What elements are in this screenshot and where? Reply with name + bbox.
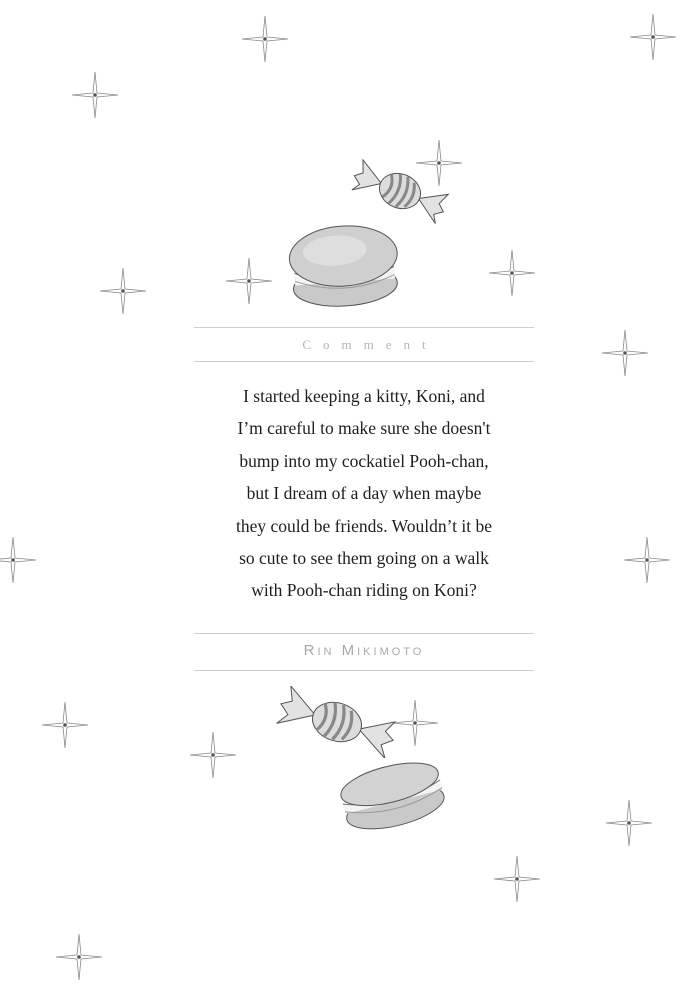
comment-line: with Pooh-chan riding on Koni? [251, 580, 477, 601]
macaron-illustration [284, 220, 404, 312]
sparkle-icon [224, 256, 274, 306]
sparkle-icon [40, 700, 90, 750]
comment-line: but I dream of a day when maybe [246, 483, 482, 504]
wrapped-candy-illustration [274, 686, 400, 758]
sparkle-icon [604, 798, 654, 848]
divider [194, 327, 534, 328]
comment-text [194, 380, 534, 607]
sparkle-icon [188, 730, 238, 780]
sparkle-icon [628, 12, 678, 62]
comment-line: I started keeping a kitty, Koni, and [243, 386, 485, 406]
comment-line: so cute to see them going on a walk [239, 548, 489, 569]
sparkle-icon [240, 14, 290, 64]
sparkle-icon [54, 932, 104, 982]
comment-line: bump into my cockatiel Pooh-chan, [239, 450, 489, 471]
macaron-illustration [334, 756, 450, 832]
sparkle-icon [487, 248, 537, 298]
section-heading: Comment [302, 337, 438, 352]
sparkle-icon [492, 854, 542, 904]
sparkle-icon [600, 328, 650, 378]
comment-line: they could be friends. Wouldn’t it be [235, 515, 493, 536]
sparkle-icon [70, 70, 120, 120]
sparkle-icon [622, 535, 672, 585]
comment-line: I’m careful to make sure she doesn't [237, 418, 491, 439]
author-name: Rin Mikimoto [303, 642, 425, 659]
wrapped-candy-illustration [350, 158, 450, 224]
sparkle-icon [98, 266, 148, 316]
sparkle-icon [0, 535, 38, 585]
divider [194, 361, 534, 362]
divider [194, 670, 534, 671]
divider [194, 633, 534, 634]
